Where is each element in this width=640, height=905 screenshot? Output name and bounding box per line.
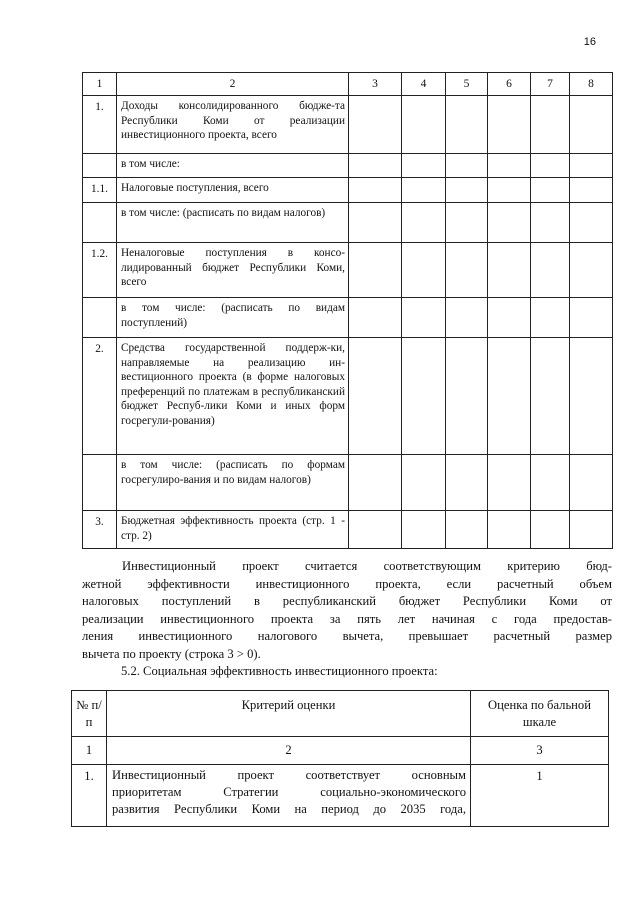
table-row [83,154,613,178]
table-cell [349,203,402,243]
row-number: 1. [72,765,107,827]
table-cell [570,178,613,203]
table-row [83,243,613,298]
table-row [83,203,613,243]
row-description: в том числе: [117,154,349,178]
table-cell [570,298,613,338]
row-number [83,298,117,338]
table-row [72,765,609,827]
table-cell [531,298,570,338]
table-cell [488,243,531,298]
table-cell [531,243,570,298]
table-cell [402,154,446,178]
table-cell [446,298,488,338]
paragraph-line: налоговых поступлений в республиканский бюджет Республики Коми от [82,594,612,609]
table-cell [446,243,488,298]
table-cell [402,455,446,511]
table-cell [402,298,446,338]
column-header: 5 [446,73,488,96]
table-cell [531,511,570,549]
table-cell [488,338,531,455]
table-cell [531,178,570,203]
table-cell [570,455,613,511]
table-cell [446,96,488,154]
row-number [83,203,117,243]
table-cell [488,511,531,549]
table-cell [349,511,402,549]
table-cell [446,455,488,511]
table-cell [349,243,402,298]
table-cell [349,178,402,203]
table-cell [446,178,488,203]
row-number: 1.2. [83,243,117,298]
row-description: в том числе: (расписать по видам налогов) [117,203,349,243]
row-description: Налоговые поступления, всего [117,178,349,203]
table-cell [531,338,570,455]
table-cell [531,96,570,154]
budget-efficiency-table [82,72,613,549]
table-header-row [72,691,609,737]
table-cell [531,455,570,511]
row-number: 1.1. [83,178,117,203]
table-row [83,298,613,338]
page-number: 16 [583,36,596,48]
column-header: 6 [488,73,531,96]
paragraph-line: вычета по проекту (строка 3 > 0). [82,646,261,661]
column-header: 3 [349,73,402,96]
table-cell [488,298,531,338]
table-cell [446,338,488,455]
table-cell [570,96,613,154]
column-header-number: № п/п [72,691,107,737]
table-cell [402,511,446,549]
row-description: Неналоговые поступления в консо-лидированный бюджет Республики Коми, всего [117,243,349,298]
criterion-line: Инвестиционный проект соответствует основным [112,768,466,782]
column-header: 4 [402,73,446,96]
table-cell [488,455,531,511]
table-cell [446,511,488,549]
row-number: 3. [83,511,117,549]
row-number [83,154,117,178]
table-cell [531,203,570,243]
table-row [83,338,613,455]
table-cell [488,154,531,178]
table-cell [446,154,488,178]
row-criterion [107,765,471,827]
section-heading: 5.2. Социальная эффективность инвестиционного проекта: [121,664,438,678]
table-cell [349,154,402,178]
table-cell [488,178,531,203]
column-header: 7 [531,73,570,96]
criterion-line: развития Республики Коми на период до 2035 года, [112,802,466,816]
table-cell [402,243,446,298]
table-cell [402,96,446,154]
column-header: 8 [570,73,613,96]
paragraph-line: реализации инвестиционного проекта за пять лет начиная с года предостав- [82,611,612,626]
row-number: 1. [83,96,117,154]
row-description: Бюджетная эффективность проекта (стр. 1 - стр. 2) [117,511,349,549]
criterion-line: приоритетам Стратегии социально-экономического [112,785,466,799]
index-cell: 1 [72,737,107,765]
column-header-criterion: Критерий оценки [107,691,471,737]
table-row [83,455,613,511]
column-header: 1 [83,73,117,96]
table-cell [531,154,570,178]
table-cell [488,96,531,154]
table-cell [570,154,613,178]
index-cell: 3 [471,737,609,765]
table-cell [570,203,613,243]
row-number [83,455,117,511]
table-cell [402,178,446,203]
table-cell [570,338,613,455]
row-description: в том числе: (расписать по видам поступлений) [117,298,349,338]
table-index-row [72,737,609,765]
table-row [83,96,613,154]
table-row [83,178,613,203]
table-cell [349,298,402,338]
table-cell [570,511,613,549]
column-header-score: Оценка по бальной шкале [471,691,609,737]
row-number: 2. [83,338,117,455]
row-score: 1 [471,765,609,827]
table-cell [446,203,488,243]
table-cell [402,203,446,243]
paragraph-line: жетной эффективности инвестиционного проекта, если расчетный объем [82,576,612,591]
paragraph-line: Инвестиционный проект считается соответствующим критерию бюд- [122,559,612,573]
budget-efficiency-paragraph [82,558,612,664]
table-cell [349,338,402,455]
table-header-row [83,73,613,96]
row-description: в том числе: (расписать по формам госрегулиро-вания и по видам налогов) [117,455,349,511]
table-cell [349,455,402,511]
table-cell [570,243,613,298]
table-cell [349,96,402,154]
paragraph-line: ления инвестиционного налогового вычета, превышает расчетный размер [82,629,612,644]
index-cell: 2 [107,737,471,765]
table-cell [402,338,446,455]
row-description: Средства государственной поддерж-ки, направляемые на реализацию ин-вестиционного проекта (в форме налоговых преференций по платежам в республиканский бюджет Респуб-лики Коми и иных форм госрегули-рования) [117,338,349,455]
table-cell [488,203,531,243]
column-header: 2 [117,73,349,96]
row-description: Доходы консолидированного бюдже-та Республики Коми от реализации инвестиционного проекта, всего [117,96,349,154]
table-row [83,511,613,549]
social-efficiency-table [71,690,609,827]
